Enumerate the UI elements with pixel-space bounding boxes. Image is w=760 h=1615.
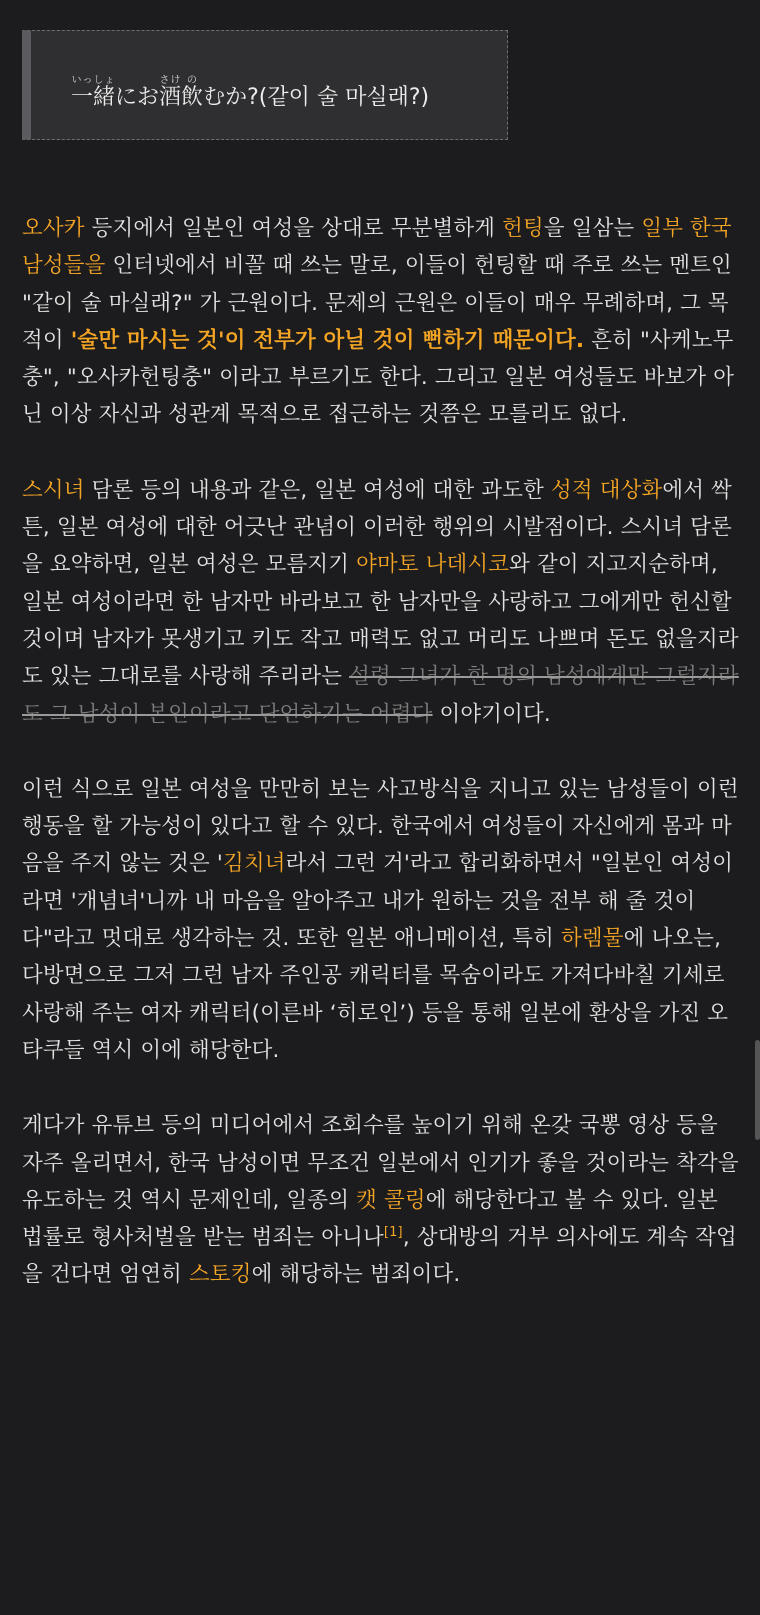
link-korean-men[interactable]: 일부 한국 남성들을 (22, 216, 732, 279)
quote-box (22, 30, 508, 140)
link-cat-calling[interactable]: 캣 콜링 (356, 1187, 426, 1213)
ruby-sake: 酒さけ (159, 75, 182, 110)
article-body (22, 210, 742, 1294)
emphasis-text: '술만 마시는 것'이 전부가 아닐 것이 뻔하기 때문이다. (70, 327, 585, 353)
link-sexual-objectification[interactable]: 성적 대상화 (551, 477, 663, 503)
link-yamato-nadeshiko[interactable]: 야마토 나데시코 (356, 552, 510, 578)
footnote-1[interactable]: [1] (383, 1225, 403, 1240)
link-sushinyeo[interactable]: 스시녀 (22, 477, 85, 503)
paragraph-media: 게다가 유튜브 등의 미디어에서 조회수를 높이기 위해 온갖 국뽕 영상 등을 자주 올리면서, 한국 남성이면 무조건 일본에서 인기가 좋을 것이라는 착각을 유도하는 것 역시 문제인데, 일종의 캣 콜링에 해당한다고 볼 수 있다. 일본 법률로 형사처벌을 받는 범죄는 아니나[1], 상대방의 거부 의사에도 계속 작업을 건다면 엄연히 스토킹에 해당하는 범죄이다. (22, 1113, 739, 1288)
paragraph-origin: 오사카 등지에서 일본인 여성을 상대로 무분별하게 헌팅을 일삼는 일부 한국 남성들을 인터넷에서 비꼴 때 쓰는 말로, 이들이 헌팅할 때 주로 쓰는 멘트인 "같이 술 마실래?" 가 근원이다. 문제의 근원은 이들이 매우 무례하며, 그 목적이 '술만 마시는 것'이 전부가 아닐 것이 뻔하기 때문이다. 흔히 "사케노무충", "오사카헌팅충" 이라고 부르기도 한다. 그리고 일본 여성들도 바보가 아닌 이상 자신과 성관계 목적으로 접근하는 것쯤은 모를리도 없다. (22, 216, 735, 428)
link-osaka[interactable]: 오사카 (22, 216, 85, 241)
strikethrough-text: 설령 그녀가 한 명의 남성에게만 그럴지라도 그 남성이 본인이라고 단언하기는 어렵다 (22, 664, 739, 727)
scrollbar-thumb[interactable] (755, 1040, 760, 1140)
link-hunting[interactable]: 헌팅 (502, 216, 544, 241)
link-stalking[interactable]: 스토킹 (189, 1262, 252, 1288)
ruby-issho: 一緒いっしょ (71, 75, 116, 110)
link-harem[interactable]: 하렘물 (561, 926, 624, 952)
ruby-no: 飲の (181, 75, 204, 110)
link-kimchinyeo[interactable]: 김치녀 (223, 851, 286, 877)
paragraph-sushinyeo: 스시녀 담론 등의 내용과 같은, 일본 여성에 대한 과도한 성적 대상화에서 싹튼, 일본 여성에 대한 어긋난 관념이 이러한 행위의 시발점이다. 스시녀 담론을 요약하면, 일본 여성은 모름지기 야마토 나데시코와 같이 지고지순하며, 일본 여성이라면 한 남자만 바라보고 한 남자만을 사랑하고 그에게만 헌신할 것이며 남자가 못생기고 키도 작고 매력도 없고 머리도 나쁘며 돈도 없을지라도 있는 그대로를 사랑해 주리라는 설령 그녀가 한 명의 남성에게만 그럴지라도 그 남성이 본인이라고 단언하기는 어렵다 이야기이다. (22, 477, 739, 727)
quote-text: 一緒いっしょにお酒さけ飲のむか?(같이 술 마실래?) (71, 75, 430, 110)
paragraph-mindset: 이런 식으로 일본 여성을 만만히 보는 사고방식을 지니고 있는 남성들이 이런 행동을 할 가능성이 있다고 할 수 있다. 한국에서 여성들이 자신에게 몸과 마음을 주지 않는 것은 '김치녀라서 그런 거'라고 합리화하면서 "일본인 여성이라면 '개념녀'니까 내 마음을 알아주고 내가 원하는 것을 전부 해 줄 것이다"라고 멋대로 생각하는 것. 또한 일본 애니메이션, 특히 하렘물에 나오는, 다방면으로 그저 그런 남자 주인공 캐릭터를 목숨이라도 가져다바칠 기세로 사랑해 주는 여자 캐릭터(이른바 ‘히로인’) 등을 통해 일본에 환상을 가진 오타쿠들 역시 이에 해당한다. (22, 776, 739, 1063)
